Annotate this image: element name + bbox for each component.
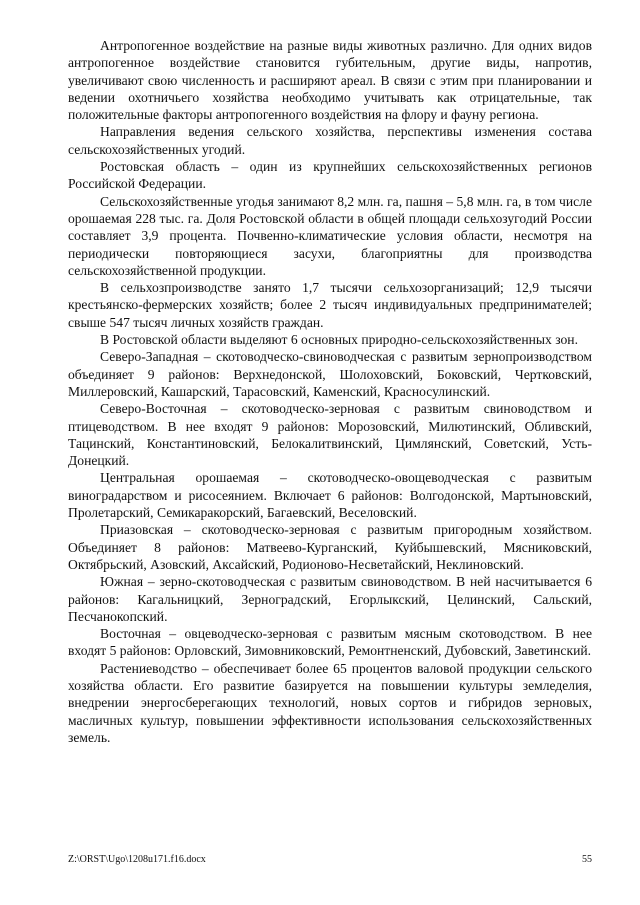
paragraph-12: Восточная – овцеводческо-зерновая с развитым мясным скотоводством. В нее входят 5 районов: Орловский, Зимовниковский, Ремонтненский, Дубовский, Заветинский. [68,626,592,659]
document-page [68,37,592,746]
paragraph-11: Южная – зерно-скотоводческая с развитым свиноводством. В ней насчитывается 6 районов: Кагальницкий, Зерноградский, Егорлыкский, Целинский, Сальский, Песчанокопский. [68,574,592,624]
paragraph-13: Растениеводство – обеспечивает более 65 процентов валовой продукции сельского хозяйства области. Его развитие базируется на повышении культуры земледелия, внедрении энергосберегающих технологий, новых сортов и гибридов зерновых, масличных культур, повышении эффективности использования сельскохозяйственных земель. [68,660,592,745]
paragraph-5: В сельхозпроизводстве занято 1,7 тысячи сельхозорганизаций; 12,9 тысячи крестьянско-фермерских хозяйств; более 2 тысяч индивидуальных предпринимателей; свыше 547 тысяч личных хозяйств граждан. [68,280,592,330]
paragraph-8: Северо-Восточная – скотоводческо-зерновая с развитым свиноводством и птицеводством. В нее входят 9 районов: Морозовский, Милютинский, Обливский, Тацинский, Константиновский, Белокалитвинский, Цимлянский, Советский, Усть-Донецкий. [68,401,592,469]
paragraph-6: В Ростовской области выделяют 6 основных природно-сельскохозяйственных зон. [100,332,578,348]
paragraph-1: Антропогенное воздействие на разные виды животных различно. Для одних видов антропогенное воздействие становится губительным, другие виды, напротив, увеличивают свою численность и расширяют ареал. В связи с этим при планировании и ведении охотничьего хозяйства необходимо учитывать как отрицательные, так положительные факторы антропогенного воздействия на флору и фауну региона. [68,38,592,123]
page-number: 55 [582,854,592,865]
paragraph-10: Приазовская – скотоводческо-зерновая с развитым пригородным хозяйством. Объединяет 8 районов: Матвеево-Курганский, Куйбышевский, Мясниковский, Октябрьский, Азовский, Аксайский, Родионово-Несветайский, Неклиновский. [68,522,592,572]
paragraph-3: Ростовская область – один из крупнейших сельскохозяйственных регионов Российской Федерации. [68,159,592,192]
paragraph-2: Направления ведения сельского хозяйства, перспективы изменения состава сельскохозяйственных угодий. [68,124,592,157]
file-path: Z:\ORST\Ugo\1208u171.f16.docx [68,854,206,865]
paragraph-9: Центральная орошаемая – скотоводческо-овощеводческая с развитым виноградарством и рисосеянием. Включает 6 районов: Волгодонской, Мартыновский, Пролетарский, Семикаракорский, Багаевский, Веселовский. [68,470,592,521]
paragraph-7: Северо-Западная – скотоводческо-свиноводческая с развитым зернопроизводством объединяет 9 районов: Верхнедонской, Шолоховский, Боковский, Чертковский, Миллеровский, Кашарский, Тарасовский, Каменский, Красносулинский. [68,349,592,399]
paragraph-4: Сельскохозяйственные угодья занимают 8,2 млн. га, пашня – 5,8 млн. га, в том числе орошаемая 228 тыс. га. Доля Ростовской области в общей площади сельхозугодий России составляет 3,9 процента. Почвенно-климатические условия области, несмотря на периодически повторяющиеся засухи, благоприятны для производства сельскохозяйственной продукции. [68,193,592,278]
page-footer [68,854,592,865]
